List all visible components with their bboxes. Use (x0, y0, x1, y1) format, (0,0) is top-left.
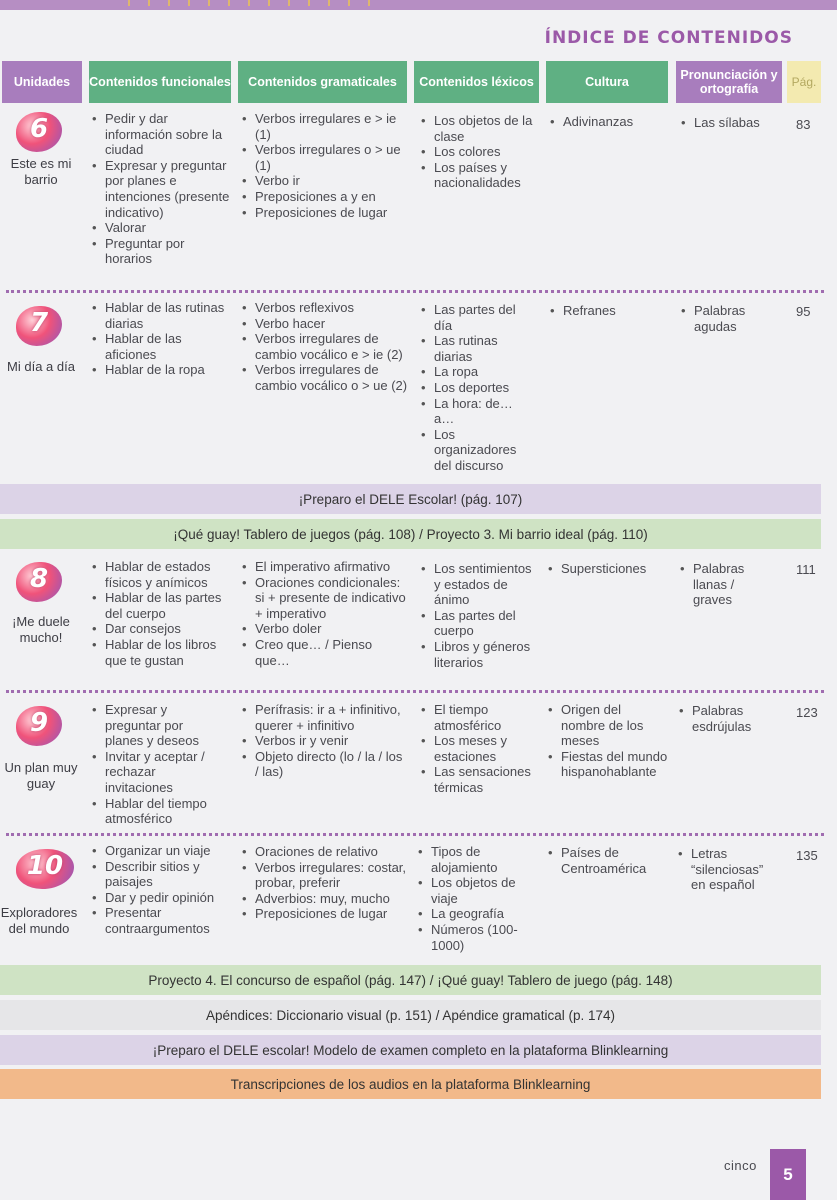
unit-number-badge: 8 (10, 558, 72, 606)
list-item: • Hablar del tiempo atmosférico (92, 796, 222, 827)
list-item: • Los colores (421, 144, 536, 160)
list-item: • Preguntar por horarios (92, 236, 230, 267)
header-lexical: Contenidos léxicos (414, 61, 539, 103)
list-item: • Expresar y preguntar por planes e intenciones (presente indicativo) (92, 158, 230, 220)
list-item: • Verbos irregulares: costar, probar, preferir (242, 860, 408, 891)
list-item: • Preposiciones de lugar (242, 906, 408, 922)
lexical-list (421, 702, 536, 796)
list-item: • Invitar y aceptar / rechazar invitaciones (92, 749, 222, 796)
page-number: 135 (796, 848, 818, 863)
lexical-list (418, 844, 533, 953)
pronunciation-list (678, 846, 778, 893)
band-game-project3: ¡Qué guay! Tablero de juegos (pág. 108) / Proyecto 3. Mi barrio ideal (pág. 110) (0, 519, 821, 549)
list-item: • Pedir y dar información sobre la ciudad (92, 111, 230, 158)
functional-list (92, 559, 232, 668)
list-item: • Preposiciones a y en (242, 189, 408, 205)
page-title: ÍNDICE DE CONTENIDOS (544, 28, 793, 48)
list-item: • Hablar de la ropa (92, 362, 230, 378)
list-item: • Números (100-1000) (418, 922, 533, 953)
functional-list (92, 111, 230, 267)
top-decorative-band (0, 0, 837, 10)
culture-list (548, 702, 668, 780)
page-number: 111 (796, 562, 816, 577)
lexical-list (421, 561, 536, 670)
list-item: • Organizar un viaje (92, 843, 222, 859)
list-item: • Adivinanzas (550, 114, 670, 130)
list-item: • Los objetos de viaje (418, 875, 533, 906)
dotted-separator (6, 690, 824, 693)
list-item: • Fiestas del mundo hispanohablante (548, 749, 668, 780)
culture-list (550, 303, 670, 319)
pronunciation-list (681, 115, 781, 131)
list-item: • Los países y nacionalidades (421, 160, 536, 191)
list-item: • La ropa (421, 364, 527, 380)
functional-list (92, 300, 230, 378)
list-item: • Expresar y preguntar por planes y deseos (92, 702, 222, 749)
list-item: • Origen del nombre de los meses (548, 702, 668, 749)
band-transcriptions: Transcripciones de los audios en la plataforma Blinklearning (0, 1069, 821, 1099)
list-item: • Objeto directo (lo / la / los / las) (242, 749, 408, 780)
list-item: • Letras “silenciosas” en español (678, 846, 778, 893)
unit-name: Un plan muy guay (4, 760, 78, 791)
list-item: • Tipos de alojamiento (418, 844, 533, 875)
list-item: • Supersticiones (548, 561, 670, 577)
list-item: • Verbos irregulares e > ie (1) (242, 111, 408, 142)
header-functional: Contenidos funcionales (89, 61, 231, 103)
header-units: Unidades (2, 61, 82, 103)
page-number: 95 (796, 304, 811, 319)
page-word: cinco (724, 1158, 757, 1173)
list-item: • Las partes del día (421, 302, 527, 333)
list-item: • Verbo hacer (242, 316, 408, 332)
grammar-list (242, 702, 408, 780)
unit-number-badge: 10 (10, 845, 80, 893)
header-grammar: Contenidos gramaticales (238, 61, 407, 103)
lexical-list (421, 113, 536, 191)
band-dele-blinklearning: ¡Preparo el DELE escolar! Modelo de examen completo en la plataforma Blinklearning (0, 1035, 821, 1065)
list-item: • Verbos irregulares o > ue (1) (242, 142, 408, 173)
pronunciation-list (681, 303, 761, 334)
band-appendices: Apéndices: Diccionario visual (p. 151) / Apéndice gramatical (p. 174) (0, 1000, 821, 1030)
page-number: 83 (796, 117, 811, 132)
list-item: • Palabras llanas / graves (680, 561, 750, 608)
pronunciation-list (680, 561, 750, 608)
list-item: • Las sílabas (681, 115, 781, 131)
unit-number-badge: 9 (10, 702, 72, 750)
list-item: • Verbos irregulares de cambio vocálico o > ue (2) (242, 362, 408, 393)
page-number-tab: 5 (770, 1149, 806, 1200)
list-item: • Perífrasis: ir a + infinitivo, querer + infinitivo (242, 702, 408, 733)
list-item: • Describir sitios y paisajes (92, 859, 222, 890)
list-item: • Los organizadores del discurso (421, 427, 527, 474)
list-item: • Los deportes (421, 380, 527, 396)
list-item: • Verbo ir (242, 173, 408, 189)
list-item: • Hablar de las rutinas diarias (92, 300, 230, 331)
list-item: • Creo que… / Pienso que… (242, 637, 408, 668)
list-item: • Las sensaciones térmicas (421, 764, 536, 795)
list-item: • Valorar (92, 220, 230, 236)
list-item: • Preposiciones de lugar (242, 205, 408, 221)
list-item: • Palabras agudas (681, 303, 761, 334)
list-item: • El tiempo atmosférico (421, 702, 536, 733)
unit-number-badge: 6 (10, 108, 72, 156)
pronunciation-list (679, 703, 779, 734)
list-item: • Las partes del cuerpo (421, 608, 536, 639)
dotted-separator (6, 833, 824, 836)
list-item: • Países de Centroamérica (548, 845, 668, 876)
unit-number-badge: 7 (10, 302, 72, 350)
list-item: • El imperativo afirmativo (242, 559, 408, 575)
list-item: • Los sentimientos y estados de ánimo (421, 561, 536, 608)
list-item: • Refranes (550, 303, 670, 319)
list-item: • Dar y pedir opinión (92, 890, 222, 906)
list-item: • Los objetos de la clase (421, 113, 536, 144)
list-item: • Hablar de los libros que te gustan (92, 637, 232, 668)
list-item: • La geografía (418, 906, 533, 922)
list-item: • Dar consejos (92, 621, 232, 637)
unit-name: ¡Me duele mucho! (12, 614, 70, 645)
list-item: • Palabras esdrújulas (679, 703, 779, 734)
header-pronunciation: Pronunciación y ortografía (676, 61, 782, 103)
list-item: • Los meses y estaciones (421, 733, 536, 764)
unit-name: Mi día a día (7, 359, 75, 374)
list-item: • Adverbios: muy, mucho (242, 891, 408, 907)
header-culture: Cultura (546, 61, 668, 103)
list-item: • La hora: de… a… (421, 396, 527, 427)
grammar-list (242, 111, 408, 220)
functional-list (92, 702, 222, 827)
list-item: • Hablar de estados físicos y anímicos (92, 559, 232, 590)
list-item: • Hablar de las aficiones (92, 331, 230, 362)
grammar-list (242, 300, 408, 394)
unit-name: Este es mi barrio (10, 156, 72, 187)
list-item: • Verbos irregulares de cambio vocálico e > ie (2) (242, 331, 408, 362)
list-item: • Verbos ir y venir (242, 733, 408, 749)
culture-list (548, 561, 670, 577)
dotted-separator (6, 290, 824, 293)
band-dele-107: ¡Preparo el DELE Escolar! (pág. 107) (0, 484, 821, 514)
list-item: • Oraciones condicionales: si + presente de indicativo + imperativo (242, 575, 408, 622)
list-item: • Oraciones de relativo (242, 844, 408, 860)
culture-list (548, 845, 668, 876)
functional-list (92, 843, 222, 937)
list-item: • Las rutinas diarias (421, 333, 527, 364)
list-item: • Verbos reflexivos (242, 300, 408, 316)
band-project4-game: Proyecto 4. El concurso de español (pág. 147) / ¡Qué guay! Tablero de juego (pág. 148) (0, 965, 821, 995)
grammar-list (242, 844, 408, 922)
list-item: • Hablar de las partes del cuerpo (92, 590, 232, 621)
list-item: • Verbo doler (242, 621, 408, 637)
list-item: • Presentar contraargumentos (92, 905, 222, 936)
lexical-list (421, 302, 527, 474)
culture-list (550, 114, 670, 130)
unit-name: Exploradores del mundo (0, 905, 78, 936)
confetti-dots (110, 0, 370, 6)
list-item: • Libros y géneros literarios (421, 639, 536, 670)
grammar-list (242, 559, 408, 668)
page-number: 123 (796, 705, 818, 720)
header-page: Pág. (787, 61, 821, 103)
